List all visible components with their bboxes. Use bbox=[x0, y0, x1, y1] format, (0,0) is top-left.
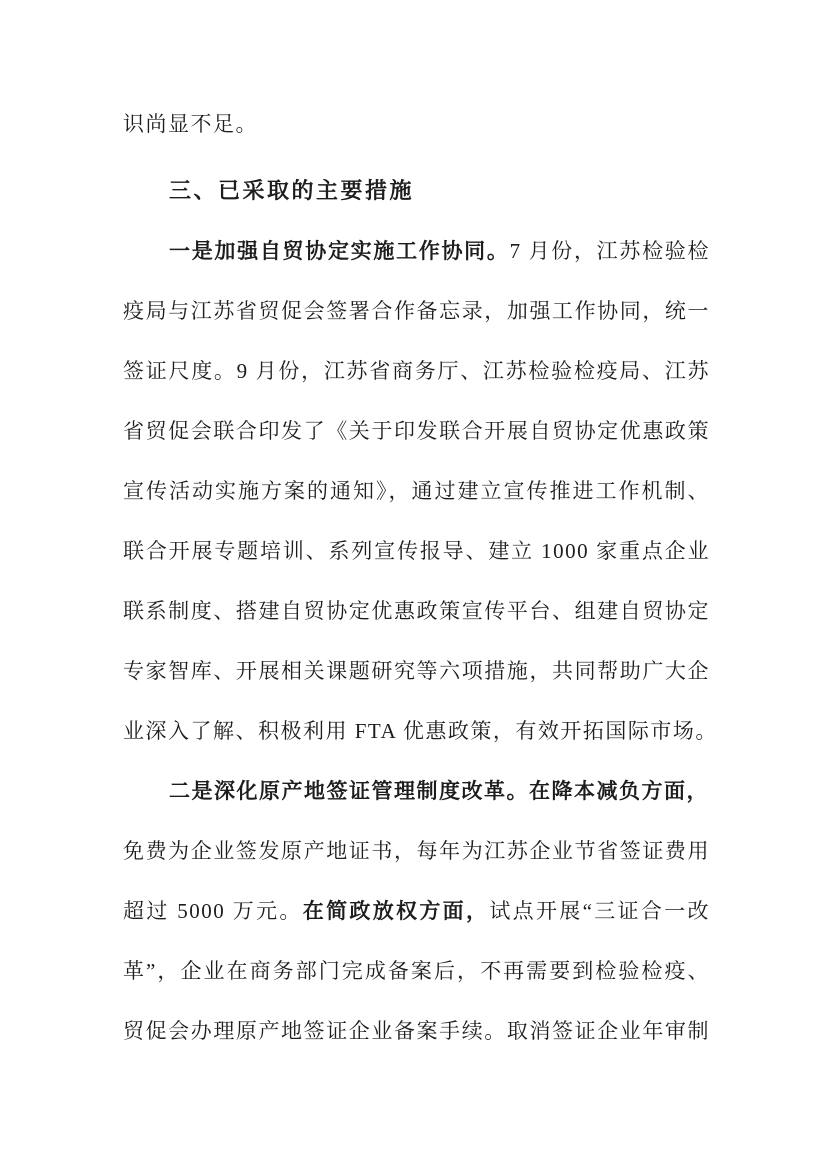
text-line bbox=[123, 1001, 710, 1061]
text-segment: 贸促会办理原产地签证企业备案手续。取消签证企业年审制 bbox=[123, 1019, 710, 1043]
bold-text-segment: 一是加强自贸协定实施工作协同。 bbox=[169, 240, 510, 263]
text-line bbox=[123, 461, 710, 521]
text-segment: 革”，企业在商务部门完成备案后，不再需要到检验检疫、 bbox=[123, 959, 710, 983]
bold-text-segment: 在简政放权方面， bbox=[302, 900, 490, 923]
text-line bbox=[123, 821, 710, 881]
text-line bbox=[123, 281, 710, 341]
text-segment: 签证尺度。9 月份，江苏省商务厅、江苏检验检疫局、江苏 bbox=[123, 359, 710, 383]
text-segment: 业深入了解、积极利用 FTA 优惠政策，有效开拓国际市场。 bbox=[123, 719, 718, 743]
text-segment: 疫局与江苏省贸促会签署合作备忘录，加强工作协同，统一 bbox=[123, 299, 710, 323]
text-line bbox=[123, 941, 710, 1001]
text-segment: 联合开展专题培训、系列宣传报导、建立 1000 家重点企业 bbox=[123, 539, 710, 563]
text-segment: 超过 5000 万元。 bbox=[123, 899, 303, 923]
bold-text-segment: 三、已采取的主要措施 bbox=[169, 178, 415, 203]
text-segment: 7 月份，江苏检验检 bbox=[509, 239, 711, 263]
text-segment: 宣传活动实施方案的通知》，通过建立宣传推进工作机制、 bbox=[123, 479, 710, 503]
text-line bbox=[123, 761, 710, 821]
text-line bbox=[123, 94, 710, 154]
text-segment: 省贸促会联合印发了《关于印发联合开展自贸协定优惠政策 bbox=[123, 419, 710, 443]
text-line bbox=[123, 221, 710, 281]
text-line bbox=[123, 401, 710, 461]
text-segment: 试点开展“三证合一改 bbox=[489, 899, 711, 923]
text-segment: 免费为企业签发原产地证书，每年为江苏企业节省签证费用 bbox=[123, 839, 710, 863]
text-line bbox=[123, 881, 710, 941]
document-content bbox=[123, 94, 718, 1061]
text-line bbox=[123, 341, 710, 401]
bold-text-segment: 二是深化原产地签证管理制度改革。在降本减负方面， bbox=[169, 780, 709, 803]
text-line bbox=[123, 581, 710, 641]
text-line bbox=[123, 701, 718, 761]
text-line bbox=[123, 641, 710, 701]
text-line bbox=[123, 521, 710, 581]
text-segment: 识尚显不足。 bbox=[123, 112, 258, 136]
section-heading bbox=[123, 161, 710, 221]
text-segment: 专家智库、开展相关课题研究等六项措施，共同帮助广大企 bbox=[123, 659, 710, 683]
text-segment: 联系制度、搭建自贸协定优惠政策宣传平台、组建自贸协定 bbox=[123, 599, 710, 623]
